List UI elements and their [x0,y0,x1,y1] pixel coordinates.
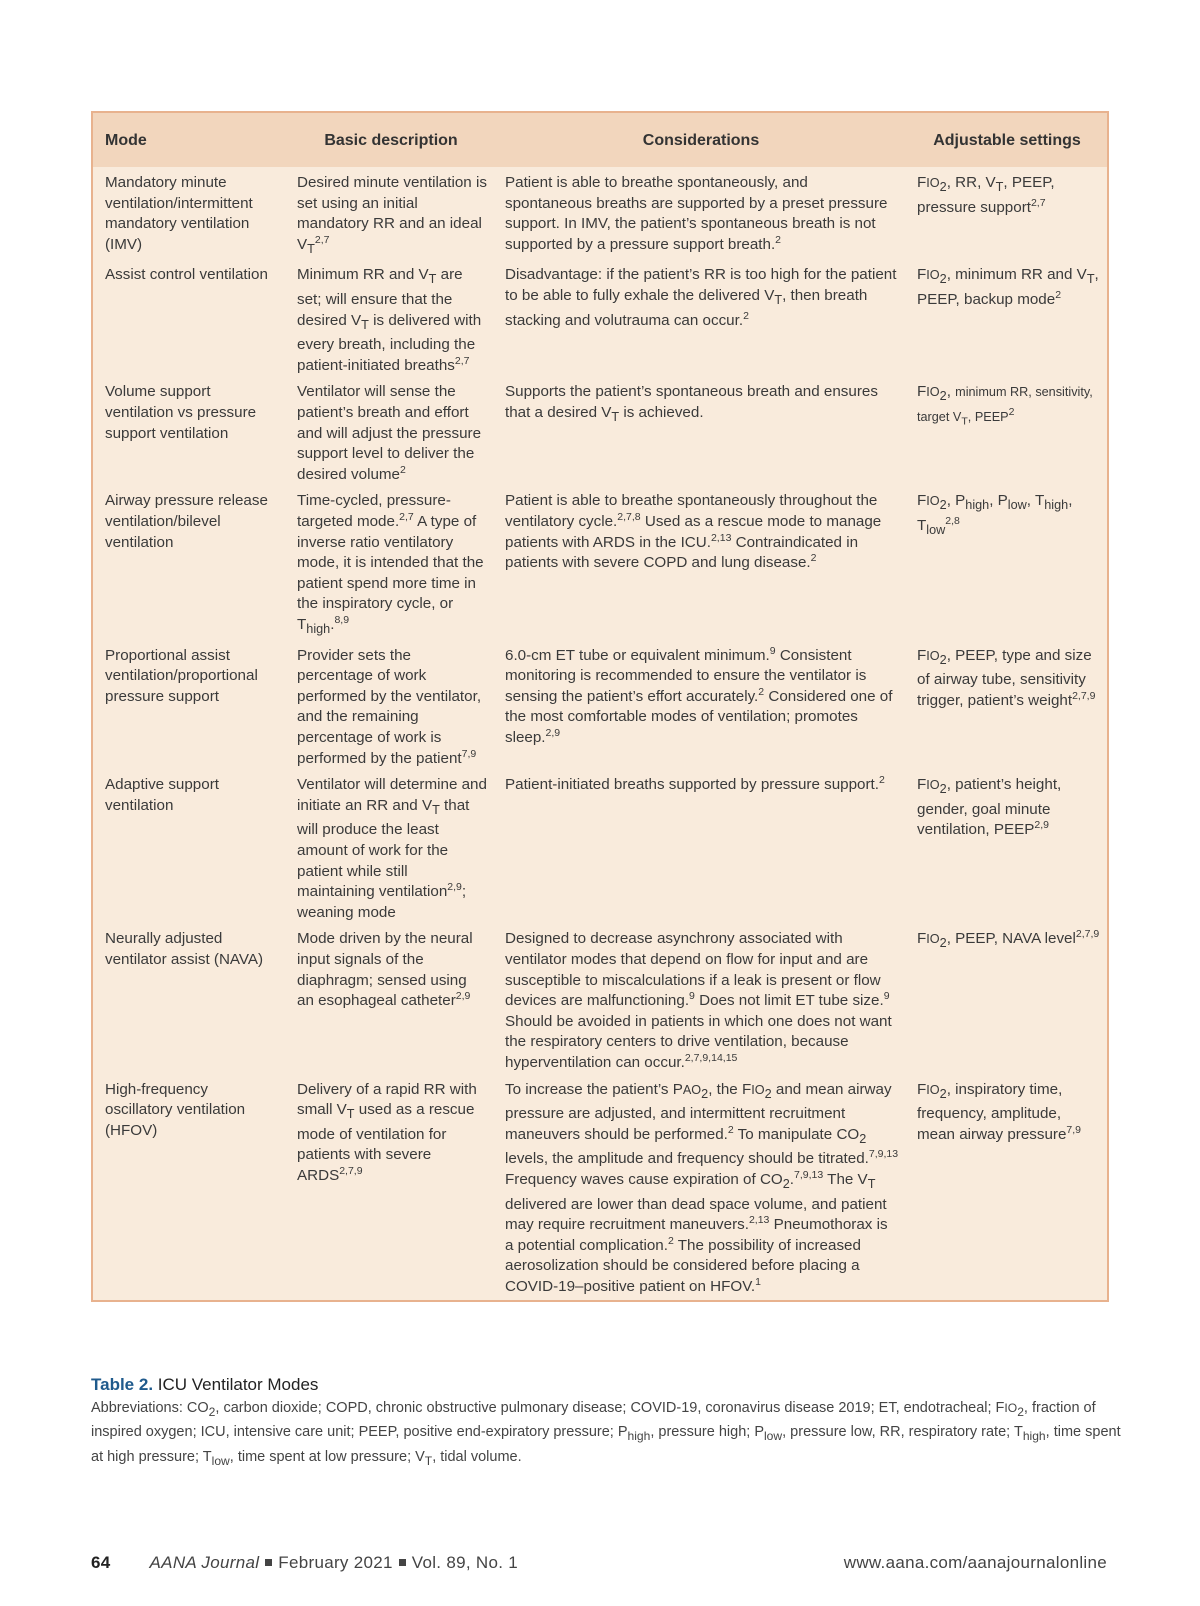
ventilator-modes-table [91,111,1109,1302]
cell-basic: Desired minute ventilation is set using an initial mandatory RR and an ideal $V_T^{2,7}$ [297,174,487,256]
header-basic-description: Basic description [324,131,458,149]
table-row [93,642,1107,772]
caption-abbreviations: Abbreviations: $CO_2$, carbon dioxide; COPD, chronic obstructive pulmonary disease; COVID-19, coronavirus disease 2019; ET, endotracheal; $FIO_2$, fraction of inspired oxygen; ICU, intensive care unit; PEEP, positive end-expiratory pressure; $P_{high}$, pressure high; $P_{low}$, pressure low, RR, respiratory rate; $T_{high}$, time spent at high pressure; $T_{low}$, time spent at low pressure; $V_T$, tidal volume. [91,1400,1121,1468]
cell-mode: Mandatory minute ventilation/intermittent mandatory ventilation (IMV) [105,174,253,253]
cell-settings: $FIO_2$, PEEP, type and size of airway tube, sensitivity trigger, patient’s weight$^{2,7,9}$ [917,646,1096,709]
volume-info: Vol. 89, No. 1 [411,1553,519,1572]
header-adjustable-settings: Adjustable settings [933,131,1081,149]
table-header-row [93,113,1107,167]
issue-date: February 2021 [278,1553,393,1572]
cell-settings: $FIO_2$, patient’s height, gender, goal minute ventilation, PEEP$^{2,9}$ [917,776,1062,839]
footer-left [91,1553,518,1573]
cell-considerations: Patient-initiated breaths supported by pressure support.$^2$ [505,774,885,794]
cell-considerations: Patient is able to breathe spontaneously, and spontaneous breaths are supported by a preset pressure support. In IMV, the patient’s spontaneous breath is not supported by a pressure support breath.$^2$ [505,174,888,253]
cell-mode: Proportional assist ventilation/proportional pressure support [105,646,258,705]
cell-considerations: Disadvantage: if the patient’s RR is too high for the patient to be able to fully exhale the delivered $V_T$, then breath stacking and volutrauma can occur.$^2$ [505,266,897,329]
separator-square-icon [265,1559,272,1566]
journal-url: www.aana.com/aanajournalonline [843,1553,1107,1572]
cell-mode: Adaptive support ventilation [105,776,219,814]
cell-basic: Delivery of a rapid RR with small $V_T$ used as a rescue mode of ventilation for patients with severe ARDS$^{2,7,9}$ [297,1080,477,1184]
table-row [93,1076,1107,1300]
cell-basic: Ventilator will sense the patient’s breath and effort and will adjust the pressure support level to deliver the desired volume$^2$ [297,383,482,483]
caption-title-line [91,1375,1121,1395]
table [93,113,1107,1300]
cell-settings: $FIO_2$, minimum RR, sensitivity, target $V_T$, PEEP$^2$ [917,383,1093,428]
cell-considerations: To increase the patient’s $PAO_2$, the $FIO_2$ and mean airway pressure are adjusted, and intermittent recruitment maneuvers should be performed.$^2$ To manipulate $CO_2$ levels, the amplitude and frequency should be titrated.$^{7,9,13}$ Frequency waves cause expiration of $CO_2.^{7,9,13}$ The $V_T$ delivered are lower than dead space volume, and patient may require recruitment maneuvers.$^{2,13}$ Pneumothorax is a potential complication.$^2$ The possibility of increased aerosolization should be considered before placing a COVID-19–positive patient on HFOV.$^1$ [505,1080,899,1295]
cell-settings: $FIO_2$, PEEP, NAVA level$^{2,7,9}$ [917,928,1100,951]
table-row [93,771,1107,925]
separator-square-icon [399,1559,406,1566]
cell-basic: Minimum RR and $V_T$ are set; will ensure that the desired $V_T$ is delivered with every breath, including the patient-initiated breaths$^{2,7}$ [297,266,482,374]
cell-considerations: Patient is able to breathe spontaneously throughout the ventilatory cycle.$^{2,7,8}$ Used as a rescue mode to manage patients with ARDS in the ICU.$^{2,13}$ Contraindicated in patients with severe COPD and lung disease.$^2$ [505,492,882,572]
cell-basic: Mode driven by the neural input signals of the diaphragm; sensed using an esophageal catheter$^{2,9}$ [297,930,473,1010]
cell-settings: $FIO_2$, minimum RR and $V_T$, PEEP, backup mode$^2$ [917,266,1099,309]
header-considerations: Considerations [642,131,760,149]
cell-mode: Neurally adjusted ventilator assist (NAVA) [105,930,264,968]
cell-mode: Volume support ventilation vs pressure support ventilation [105,383,257,442]
cell-considerations: 6.0-cm ET tube or equivalent minimum.$^9$ Consistent monitoring is recommended to ensure the ventilator is sensing the patient’s effort accurately.$^2$ Considered one of the most comfortable modes of ventilation; promotes sleep.$^{2,9}$ [505,644,893,746]
journal-name: AANA Journal [149,1553,260,1572]
table-row [93,925,1107,1075]
page-footer [91,1553,1107,1573]
cell-basic: Provider sets the percentage of work performed by the ventilator, and the remaining percentage of work is performed by the patient$^{7,9}$ [297,646,482,767]
cell-mode: High-frequency oscillatory ventilation (HFOV) [105,1080,246,1139]
table-row [93,167,1107,261]
cell-considerations: Supports the patient’s spontaneous breath and ensures that a desired $V_T$ is achieved. [505,383,878,425]
caption-label: Table 2. [91,1375,154,1394]
table-row [93,261,1107,378]
cell-settings: $FIO_2$, $P_{high}$, $P_{low}$, $T_{high}$, $T_{low}^{2,8}$ [917,492,1073,538]
cell-settings: $FIO_2$, RR, $V_T$, PEEP, pressure support$^{2,7}$ [917,174,1055,216]
page-number: 64 [91,1553,111,1572]
table-caption [91,1375,1121,1471]
cell-considerations: Designed to decrease asynchrony associated with ventilator modes that depend on flow for input and are susceptible to miscalculations if a leak is present or flow devices are malfunctioning.$^9$ Does not limit ET tube size.$^9$ Should be avoided in patients in which one does not want the respiratory centers to drive ventilation, because hyperventilation can occur.$^{2,7,9,14,15}$ [505,930,892,1071]
table-row [93,487,1107,641]
table-row [93,378,1107,487]
cell-basic: Ventilator will determine and initiate an RR and $V_T$ that will produce the least amount of work for the patient while still maintaining ventilation$^{2,9}$; weaning mode [297,776,487,921]
caption-title: ICU Ventilator Modes [157,1375,319,1394]
header-mode: Mode [105,131,147,149]
cell-basic: Time-cycled, pressure-targeted mode.$^{2,7}$ A type of inverse ratio ventilatory mode, it is intended that the patient spend more time in the inspiratory cycle, or $T_{high}.^{8,9}$ [297,492,484,636]
cell-settings: $FIO_2$, inspiratory time, frequency, amplitude, mean airway pressure$^{7,9}$ [917,1080,1082,1143]
cell-mode: Assist control ventilation [105,266,268,284]
cell-mode: Airway pressure release ventilation/bilevel ventilation [105,492,268,551]
